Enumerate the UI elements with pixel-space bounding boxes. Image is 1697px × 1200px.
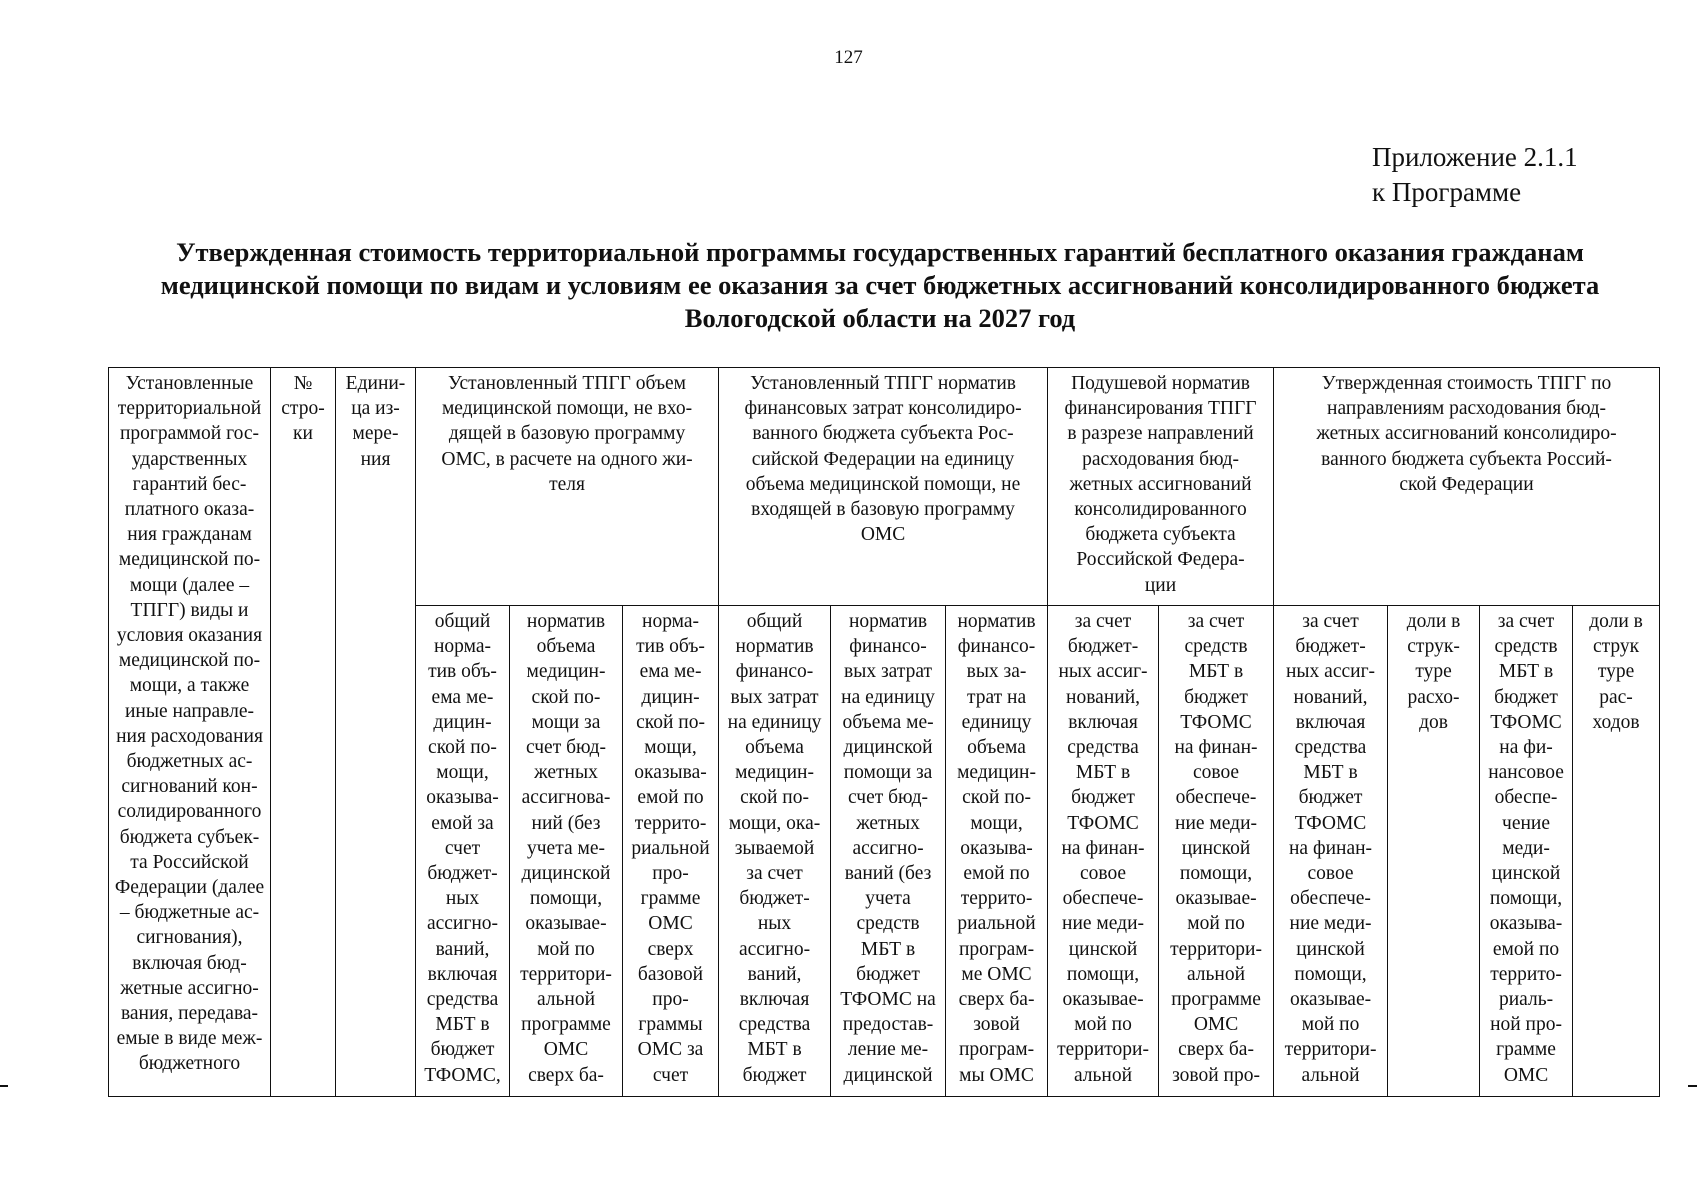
header-service-types: Установленные территориальной программой гос- ударственных гарантий бес- платного оказа- ния гражданам медицинской по- мощи (далее – ТПГГ) виды и условия оказания медицинской по- мощи, а также иные направле- ния расходования бюджетных ас- сигнований кон- солидированного бюджета субъек- та Российской Федерации (далее – бюджетные ас- сигнования), включая бюд- жетные ассигно- вания, передава- емые в виде меж- бюджетного (109, 368, 271, 1097)
subheader-cell: за счет средств МБТ в бюджет ТФОМС на фи- нансовое обеспе- чение меди- цинской помощи, оказыва- емой по террито- риаль- ной про- грамме ОМС (1480, 606, 1573, 1097)
header-unit: Едини- ца из- мере- ния (336, 368, 416, 1097)
subheader-cell: общий норматив финансо- вых затрат на единицу объема медицин- ской по- мощи, ока- зываемой за счет бюджет- ных ассигно- ваний, включая средства МБТ в бюджет (719, 606, 831, 1097)
document-title (100, 236, 1660, 335)
header-group-approved-cost: Утвержденная стоимость ТПГГ по направлениям расходования бюд- жетных ассигнований консолидиро- ванного бюджета субъекта Россий- ской Федерации (1274, 368, 1660, 606)
subheader-cell: доли в струк туре рас- ходов (1573, 606, 1660, 1097)
subheader-cell: за счет бюджет- ных ассиг- нований, включая средства МБТ в бюджет ТФОМС на финан- совое обеспече- ние меди- цинской помощи, оказывае- мой по территори- альной (1048, 606, 1159, 1097)
header-group-cost-norm: Установленный ТПГГ норматив финансовых затрат консолидиро- ванного бюджета субъекта Рос- сийской Федерации на единицу объема медицинской помощи, не входящей в базовую программу ОМС (719, 368, 1048, 606)
header-row-number: № стро- ки (271, 368, 336, 1097)
subheader-cell: общий норма- тив объ- ема ме- дицин- ской по- мощи, оказыва- емой за счет бюджет- ных ассигно- ваний, включая средства МБТ в бюджет ТФОМС, (416, 606, 510, 1097)
left-margin-mark (0, 1085, 8, 1087)
subheader-cell: доли в струк- туре расхо- дов (1388, 606, 1480, 1097)
subheader-cell: норматив объема медицин- ской по- мощи за счет бюд- жетных ассигнова- ний (без учета ме- дицинской помощи, оказывае- мой по территори- альной программе ОМС сверх ба- (510, 606, 623, 1097)
appendix-line-1: Приложение 2.1.1 (1372, 142, 1578, 172)
subheader-cell: за счет средств МБТ в бюджет ТФОМС на финан- совое обеспече- ние меди- цинской помощи, оказывае- мой по территори- альной программе ОМС сверх ба- зовой про- (1159, 606, 1274, 1097)
subheader-cell: норматив финансо- вых за- трат на единицу объема медицин- ской по- мощи, оказыва- емой по террито- риальной програм- ме ОМС сверх ба- зовой програм- мы ОМС (946, 606, 1048, 1097)
title-line-3: Вологодской области на 2027 год (684, 303, 1076, 333)
appendix-line-2: к Программе (1372, 177, 1522, 207)
page-number: 127 (834, 47, 863, 68)
appendix-label (1372, 140, 1578, 210)
right-margin-mark (1688, 1085, 1697, 1087)
subheader-cell: за счет бюджет- ных ассиг- нований, включая средства МБТ в бюджет ТФОМС на финан- совое обеспече- ние меди- цинской помощи, оказывае- мой по территори- альной (1274, 606, 1388, 1097)
header-group-per-capita: Подушевой норматив финансирования ТПГГ в разрезе направлений расходования бюд- жетных ассигнований консолидированного бюджета субъекта Российской Федера- ции (1048, 368, 1274, 606)
subheader-cell: норма- тив объ- ема ме- дицин- ской по- мощи, оказыва- емой по террито- риальной про- грамме ОМС сверх базовой про- граммы ОМС за счет (623, 606, 719, 1097)
title-line-2: медицинской помощи по видам и условиям ее оказания за счет бюджетных ассигнований консолидированного бюджета (160, 270, 1600, 300)
title-line-1: Утвержденная стоимость территориальной программы государственных гарантий бесплатного оказания гражданам (176, 237, 1584, 267)
subheader-cell: норматив финансо- вых затрат на единицу объема ме- дицинской помощи за счет бюд- жетных ассигно- ваний (без учета средств МБТ в бюджет ТФОМС на предостав- ление ме- дицинской (831, 606, 946, 1097)
header-group-volume: Установленный ТПГГ объем медицинской помощи, не вхо- дящей в базовую программу ОМС, в расчете на одного жи- теля (416, 368, 719, 606)
cost-table (108, 367, 1660, 1097)
